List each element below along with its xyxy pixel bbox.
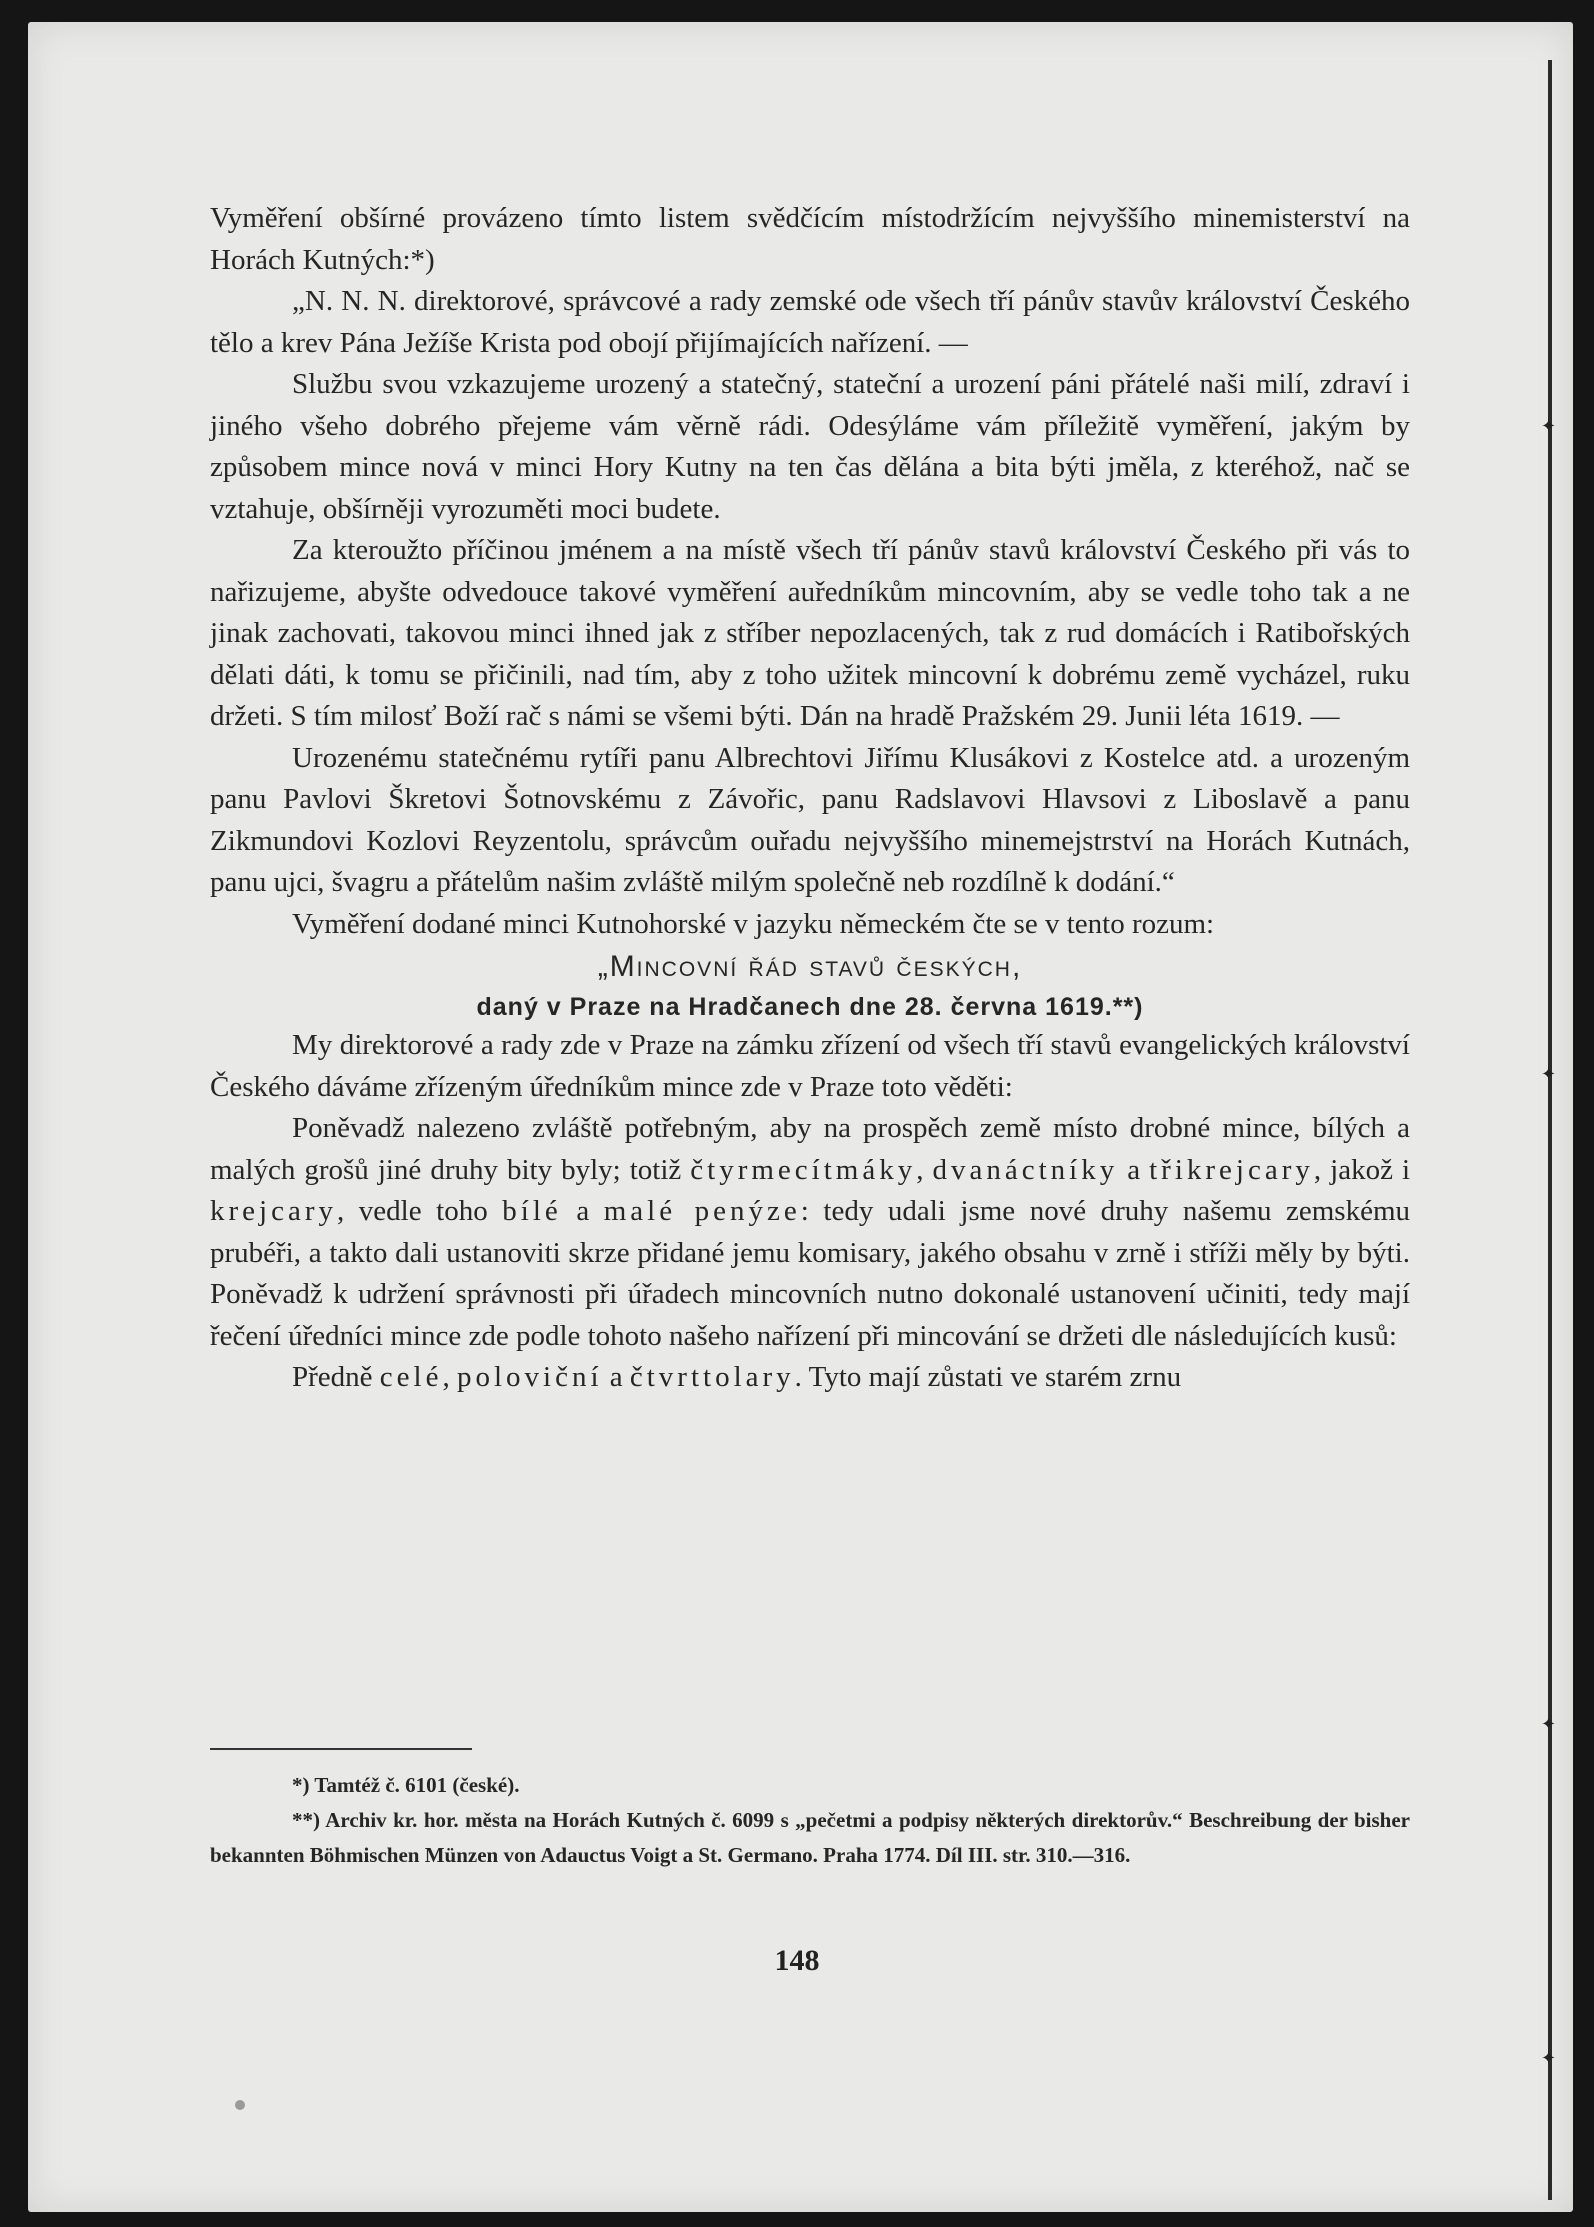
- text-run: , jakož i: [1313, 1153, 1411, 1186]
- footnote-2: **) Archiv kr. hor. města na Horách Kutných č. 6099 s „pečetmi a podpisy některých direktorův.“ Beschreibung der bisher bekannten Böhmischen Münzen von Adauctus Voigt a St. Germano. Praha 1774. Díl III. str. 310.—316.: [210, 1808, 1410, 1867]
- footnote-1: *) Tamtéž č. 6101 (české).: [292, 1773, 520, 1797]
- emphasized-term: poloviční: [456, 1361, 603, 1393]
- margin-arrow-icon: ✦: [1541, 2048, 1557, 2069]
- emphasized-term: celé: [379, 1361, 443, 1393]
- decree-paragraph-3: [210, 1357, 1410, 1399]
- emphasized-term: bílé: [502, 1195, 562, 1227]
- paragraph-address: „N. N. N. direktorové, správcové a rady zemské ode všech tří pánův stavův království Českého tělo a krev Pána Ježíše Krista pod obojí přijímajících nařízení. —: [210, 285, 1410, 359]
- text-run: a: [1118, 1153, 1150, 1186]
- text-run: Předně: [292, 1361, 380, 1393]
- emphasized-term: dvanáctníky: [932, 1153, 1119, 1186]
- text-run: ,: [916, 1153, 933, 1186]
- margin-arrow-icon: ✦: [1541, 1064, 1557, 1085]
- text-run: a: [561, 1195, 604, 1227]
- emphasized-term: čtvrttolary: [629, 1361, 795, 1393]
- page-number: 148: [774, 1944, 820, 1977]
- paragraph-recipients: Urozenému statečnému rytíři panu Albrechtovi Jiřímu Klusákovi z Kostelce atd. a urozeným panu Pavlovi Škretovi Šotnovskému z Závořic, panu Radslavovi Hlavsovi z Liboslavě a panu Zikmundovi Kozlovi Reyzentolu, správcům ouřadu nejvyššího minemejstrství na Horách Kutnách, panu ujci, švagru a přátelům našim zvláště milým společně neb rozdílně k dodání.“: [210, 741, 1410, 898]
- text-run: ,: [442, 1361, 457, 1393]
- decree-paragraph-2: [210, 1108, 1410, 1357]
- text-run: Poněvadž nalezeno zvláště potřebným, aby na prospěch země místo drobné mince, bílých a malých grošů jiné druhy bity byly; totiž: [210, 1112, 1410, 1186]
- emphasized-term: čtyrmecítmáky: [690, 1153, 917, 1186]
- footnotes: [210, 1768, 1410, 1873]
- decree-paragraph-1: My direktorové a rady zde v Praze na zámku zřízení od všech tří stavů evangelických království Českého dáváme zřízeným úředníkům mince zde v Praze toto věděti:: [210, 1029, 1410, 1103]
- text-run: , vedle toho: [337, 1195, 503, 1227]
- paragraph-german-note: Vyměření dodané minci Kutnohorské v jazyku německém čte se v tento rozum:: [292, 907, 1215, 940]
- text-run: a: [602, 1361, 630, 1393]
- text-run: . Tyto mají zůstati ve starém zrnu: [794, 1361, 1182, 1393]
- emphasized-term: třikrejcary: [1149, 1153, 1314, 1186]
- text-run: : tedy udali jsme nové druhy našemu zemskému prubéři, a takto dali ustanoviti skrze přidané jemu komisary, jakého obsahu v zrně i stříži měly by býti. Poněvadž k udržení správnosti při úřadech mincovních nutno dokonalé ustanovení učiniti, tedy mají řečení úředníci mince zde podle tohoto našeho nařízení při mincování se držeti dle následujících kusů:: [210, 1195, 1411, 1352]
- emphasized-term: krejcary: [210, 1195, 337, 1227]
- binding-edge-line: [1548, 60, 1552, 2200]
- section-heading: „Mincovní řád stavů českých,: [597, 950, 1023, 983]
- paragraph-greeting: Službu svou vzkazujeme urozený a statečný, stateční a urození páni přátelé naši milí, zdraví i jiného všeho dobrého přejeme vám věrně rádi. Odesýláme vám příležitě vyměření, jakým by způsobem mince nová v minci Hory Kutny na ten čas dělána a bita býti jměla, z kteréhož, nač se vztahuje, obšírněji vyrozuměti moci budete.: [210, 368, 1410, 525]
- emphasized-term: malé penýze: [603, 1195, 801, 1227]
- section-subheading: daný v Praze na Hradčanech dne 28. června 1619.**): [476, 993, 1144, 1021]
- margin-arrow-icon: ✦: [1541, 416, 1557, 437]
- margin-arrow-icon: ✦: [1541, 1714, 1557, 1735]
- ink-smudge: [235, 2100, 245, 2110]
- paragraph-order: Za kteroužto příčinou jménem a na místě všech tří pánův stavů království Českého při vás to nařizujeme, abyšte odvedouce takové vyměření auředníkům mincovním, aby se vedle toho tak a ne jinak zachovati, takovou minci ihned jak z stříber nepozlacených, tak z rud domácích i Ratibořských dělati dáti, k tomu se přičinili, nad tím, aby z toho užitek mincovní k dobrému země vycházel, ruku držeti. S tím milosť Boží rač s námi se všemi býti. Dán na hradě Pražském 29. Junii léta 1619. —: [210, 534, 1410, 732]
- main-text: [210, 198, 1410, 1399]
- paragraph-intro: Vyměření obšírné provázeno tímto listem svědčícím místodržícím nejvyššího minemisterství na Horách Kutných:*): [210, 202, 1410, 276]
- footnote-divider: [210, 1748, 472, 1750]
